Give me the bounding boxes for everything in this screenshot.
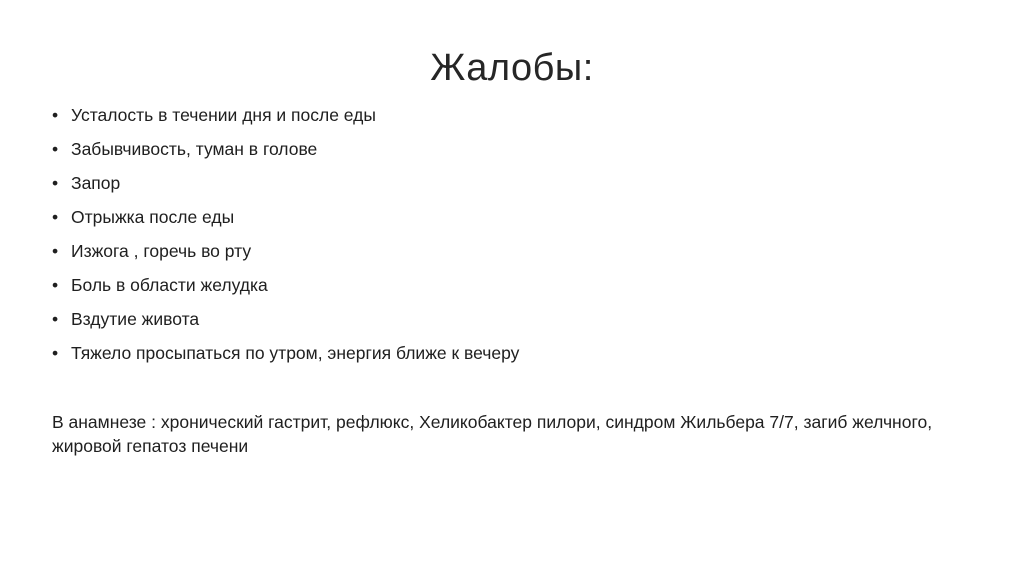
- list-item: [52, 307, 982, 341]
- list-item: [52, 273, 982, 307]
- complaint-text: Забывчивость, туман в голове: [71, 139, 318, 159]
- complaint-text: Вздутие живота: [71, 309, 200, 329]
- list-item: [52, 137, 982, 171]
- bullet-icon: •: [52, 275, 59, 295]
- complaint-text: Тяжело просыпаться по утром, энергия ближе к вечеру: [71, 343, 520, 363]
- complaint-text: Запор: [71, 173, 121, 193]
- complaint-text: Боль в области желудка: [71, 275, 268, 295]
- bullet-icon: •: [52, 309, 59, 329]
- bullet-icon: •: [52, 139, 59, 159]
- complaint-text: Отрыжка после еды: [71, 207, 235, 227]
- list-item: [52, 205, 982, 239]
- list-item: [52, 239, 982, 273]
- bullet-icon: •: [52, 105, 59, 125]
- bullet-icon: •: [52, 343, 59, 363]
- complaint-text: Изжога , горечь во рту: [71, 241, 252, 261]
- complaint-text: Усталость в течении дня и после еды: [71, 105, 376, 125]
- slide-title: Жалобы:: [430, 47, 594, 89]
- complaints-list: [52, 103, 982, 375]
- bullet-icon: •: [52, 207, 59, 227]
- list-item: [52, 341, 982, 375]
- bullet-icon: •: [52, 173, 59, 193]
- list-item: [52, 103, 982, 137]
- list-item: [52, 171, 982, 205]
- anamnesis-paragraph: В анамнезе : хронический гастрит, рефлюкс, Хеликобактер пилори, синдром Жильбера 7/7, загиб желчного, жировой гепатоз печени: [52, 412, 933, 456]
- bullet-icon: •: [52, 241, 59, 261]
